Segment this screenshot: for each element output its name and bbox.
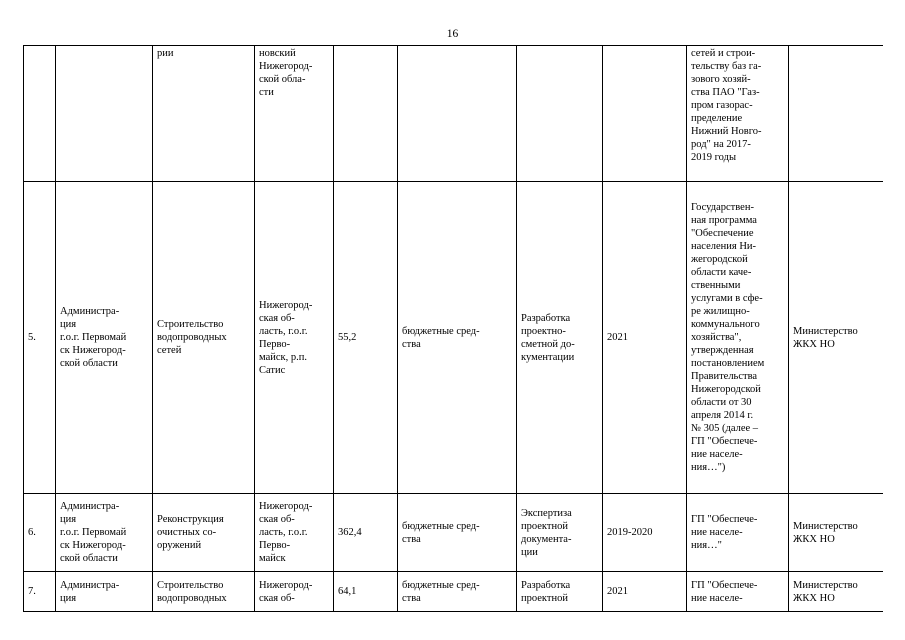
cell-stage: Экспертиза проектной документа- ции xyxy=(517,494,603,572)
table-row xyxy=(24,572,884,612)
cell-amount: 64,1 xyxy=(334,572,398,612)
cell-document: сетей и строи- тельству баз га- зового хозяй- ства ПАО "Газ- пром газорас- пределение Нижний Новго- род" на 2017- 2019 годы xyxy=(687,46,789,182)
cell-organization xyxy=(56,46,153,182)
cell-location: Нижегород- ская об- xyxy=(255,572,334,612)
table-row xyxy=(24,494,884,572)
cell-object-name: Строительство водопроводных сетей xyxy=(153,182,255,494)
cell-object-name: Строительство водопроводных xyxy=(153,572,255,612)
cell-period xyxy=(603,46,687,182)
cell-organization: Администра- ция г.о.г. Первомай ск Нижегород- ской области xyxy=(56,494,153,572)
table-row xyxy=(24,46,884,182)
projects-table xyxy=(23,45,883,612)
cell-location: Нижегород- ская об- ласть, г.о.г. Перво- майск, р.п. Сатис xyxy=(255,182,334,494)
cell-amount xyxy=(334,46,398,182)
cell-document: Государствен- ная программа "Обеспечение населения Ни- жегородской области каче- ственными услугами в сфе- ре жилищно- коммунального хозяйства", утвержденная постановлением Правительства Нижегородской области от 30 апреля 2014 г. № 305 (далее – ГП "Обеспече- ние населе- ния…") xyxy=(687,182,789,494)
cell-organization: Администра- ция г.о.г. Первомай ск Нижегород- ской области xyxy=(56,182,153,494)
cell-amount: 55,2 xyxy=(334,182,398,494)
cell-responsible: Министерство ЖКХ НО xyxy=(789,494,884,572)
cell-stage xyxy=(517,46,603,182)
cell-funding-source xyxy=(398,46,517,182)
cell-object-name: Реконструкция очистных со- оружений xyxy=(153,494,255,572)
cell-location: Нижегород- ская об- ласть, г.о.г. Перво- майск xyxy=(255,494,334,572)
cell-responsible: Министерство ЖКХ НО xyxy=(789,182,884,494)
cell-funding-source: бюджетные сред- ства xyxy=(398,182,517,494)
cell-location: новский Нижегород- ской обла- сти xyxy=(255,46,334,182)
cell-number: 7. xyxy=(24,572,56,612)
cell-funding-source: бюджетные сред- ства xyxy=(398,572,517,612)
cell-number: 6. xyxy=(24,494,56,572)
cell-number xyxy=(24,46,56,182)
table-row xyxy=(24,182,884,494)
cell-period: 2019-2020 xyxy=(603,494,687,572)
cell-document: ГП "Обеспече- ние населе- xyxy=(687,572,789,612)
cell-stage: Разработка проектно- сметной до- кументации xyxy=(517,182,603,494)
cell-amount: 362,4 xyxy=(334,494,398,572)
cell-responsible xyxy=(789,46,884,182)
cell-object-name: рии xyxy=(153,46,255,182)
cell-period: 2021 xyxy=(603,572,687,612)
cell-stage: Разработка проектной xyxy=(517,572,603,612)
table-container xyxy=(23,45,883,640)
cell-document: ГП "Обеспече- ние населе- ния…" xyxy=(687,494,789,572)
cell-funding-source: бюджетные сред- ства xyxy=(398,494,517,572)
cell-period: 2021 xyxy=(603,182,687,494)
cell-organization: Администра- ция xyxy=(56,572,153,612)
cell-responsible: Министерство ЖКХ НО xyxy=(789,572,884,612)
page-number: 16 xyxy=(446,28,459,40)
cell-number: 5. xyxy=(24,182,56,494)
